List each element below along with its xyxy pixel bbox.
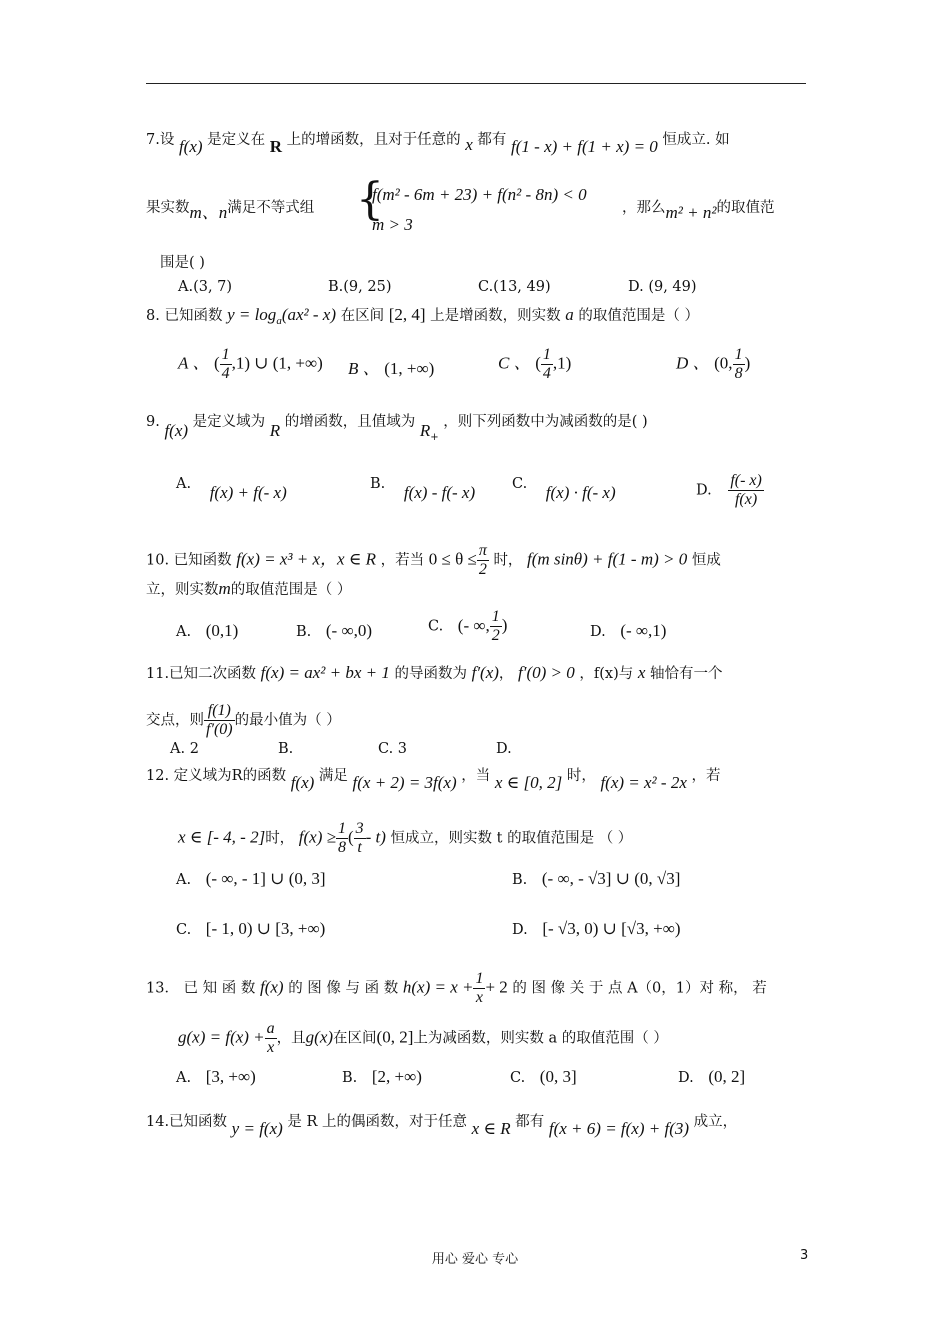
q9-option-d[interactable]: D. $\frac{f(- x)}{f(x)}$: [696, 472, 762, 508]
q11-fraction: $\frac{f(1)}{f'(0)}$: [206, 702, 233, 738]
q7-option-c[interactable]: C.(13, 49): [478, 279, 551, 295]
q12-line2: x ∈ [- 4, - 2]时， f(x) ≥ $\frac{1}{8}$ ( $\frac{3}{t}$ - t) 恒成立，则实数 t 的取值范围是 （ ）: [178, 820, 633, 856]
header-rule: [146, 83, 806, 84]
q11-option-b[interactable]: B.: [278, 741, 294, 757]
q7-system-line1: f(m² - 6m + 23) + f(n² - 8n) < 0: [372, 185, 587, 204]
q8-optC-fraction: $\frac{1}{4}$: [542, 346, 551, 382]
q7-system-line2: m > 3: [372, 215, 413, 234]
q13-option-a[interactable]: A. [3, +∞): [176, 1067, 256, 1086]
q8-option-c[interactable]: C 、 ( $\frac{1}{4}$ ,1): [498, 346, 572, 382]
q13-option-c[interactable]: C. (0, 3]: [510, 1067, 577, 1086]
q9-optD-fraction: $\frac{f(- x)}{f(x)}$: [730, 472, 762, 508]
q10-optC-fraction: $\frac{1}{2}$: [491, 608, 500, 644]
q8-option-a[interactable]: A 、 ( $\frac{1}{4}$ ,1) ∪ (1, +∞): [178, 346, 323, 382]
q8-option-d[interactable]: D 、 (0, $\frac{1}{8}$ ): [676, 346, 751, 382]
q7-line1: 7.设 f(x) 是定义在 R 上的增函数，且对于任意的 x 都有 f(1 - x) + f(1 + x) = 0 恒成立. 如: [146, 132, 730, 156]
q9-option-a[interactable]: A. f(x) + f(- x): [176, 476, 287, 502]
q10-cond-fraction: $\frac{\pi}{2}$: [478, 542, 487, 578]
q14-line1: 14.已知函数 y = f(x) 是 R 上的偶函数，对于任意 x ∈ R 都有 f(x + 6) = f(x) + f(3) 成立，: [146, 1114, 738, 1138]
q10-option-d[interactable]: D. (- ∞,1): [590, 621, 667, 640]
q12-line1: 12. 定义域为R的函数 f(x) 满足 f(x + 2) = 3f(x) ，当 x ∈ [0, 2] 时， f(x) = x² - 2x ，若: [146, 768, 721, 792]
q13-g-fraction: $\frac{a}{x}$: [266, 1020, 275, 1056]
page-footer: 用心 爱心 专心: [431, 1252, 519, 1267]
q10-option-c[interactable]: C. (- ∞, $\frac{1}{2}$ ): [428, 608, 508, 644]
q11-line2: 交点，则 $\frac{f(1)}{f'(0)}$ 的最小值为（ ）: [146, 702, 341, 738]
q12-option-a[interactable]: A. (- ∞, - 1] ∪ (0, 3]: [176, 869, 326, 888]
q10-option-b[interactable]: B. (- ∞,0): [296, 621, 372, 640]
q9-option-b[interactable]: B. f(x) - f(- x): [370, 476, 476, 502]
q12-option-d[interactable]: D. [- √3, 0) ∪ [√3, +∞): [512, 919, 681, 938]
q7-option-d[interactable]: D. (9, 49): [628, 279, 697, 295]
q7-line3: 围是( ): [160, 255, 205, 271]
q13-line2: g(x) = f(x) + $\frac{a}{x}$ ，且g(x)在区间(0, 2]上为减函数，则实数 a 的取值范围（ ）: [178, 1020, 668, 1056]
q13-h-fraction: $\frac{1}{x}$: [475, 970, 484, 1006]
q13-option-d[interactable]: D. (0, 2]: [678, 1067, 746, 1086]
q12-option-c[interactable]: C. [- 1, 0) ∪ [3, +∞): [176, 919, 326, 938]
q7-line2-tail: ，那么m² + n²的取值范: [622, 200, 775, 222]
q11-option-a[interactable]: A. 2: [170, 741, 199, 757]
q9-line1: 9. f(x) 是定义域为 R 的增函数，且值域为 $R_+$ ，则下列函数中为减函数的是( ): [146, 414, 648, 443]
q12-option-b[interactable]: B. (- ∞, - √3] ∪ (0, √3]: [512, 869, 681, 888]
q8-option-b[interactable]: B 、 (1, +∞): [348, 359, 435, 378]
q8-optA-fraction: $\frac{1}{4}$: [221, 346, 230, 382]
q7-option-a[interactable]: A.(3, 7): [178, 279, 233, 295]
q13-option-b[interactable]: B. [2, +∞): [342, 1067, 422, 1086]
q10-line1: 10. 已知函数 f(x) = x³ + x，x ∈ R ，若当 0 ≤ θ ≤ $\frac{\pi}{2}$ 时， f(m sinθ) + f(1 - m) > 0 恒成: [146, 542, 721, 578]
system-brace: {: [356, 174, 384, 225]
q8-line1: 8. 已知函数 $y = \log_a(ax^2 - x)$ 在区间 [2, 4] 上是增函数，则实数 a 的取值范围是（ ）: [146, 305, 699, 327]
q7-line2: 果实数m、n满足不等式组: [146, 200, 315, 222]
q7-option-b[interactable]: B.(9, 25): [328, 279, 392, 295]
q9-option-c[interactable]: C. f(x) · f(- x): [512, 476, 616, 502]
q13-line1: 13． 已 知 函 数 f(x) 的 图 像 与 函 数 h(x) = x + $\frac{1}{x}$ + 2 的 图 像 关 于 点 A（0，1）对 称， 若: [146, 970, 767, 1006]
q10-option-a[interactable]: A. (0,1): [176, 621, 239, 640]
q10-line2: 立，则实数m的取值范围是（ ）: [146, 579, 352, 598]
q12-fraction-1: $\frac{1}{8}$: [337, 820, 346, 856]
q8-optD-fraction: $\frac{1}{8}$: [734, 346, 743, 382]
q11-line1: 11.已知二次函数 f(x) = ax² + bx + 1 的导函数为 f′(x)， f′(0) > 0 ，f(x)与 x 轴恰有一个: [146, 663, 723, 682]
q12-fraction-2: $\frac{3}{t}$: [355, 820, 364, 856]
page-number: 3: [800, 1248, 809, 1263]
q11-option-d[interactable]: D.: [496, 741, 512, 757]
q11-option-c[interactable]: C. 3: [378, 741, 408, 757]
